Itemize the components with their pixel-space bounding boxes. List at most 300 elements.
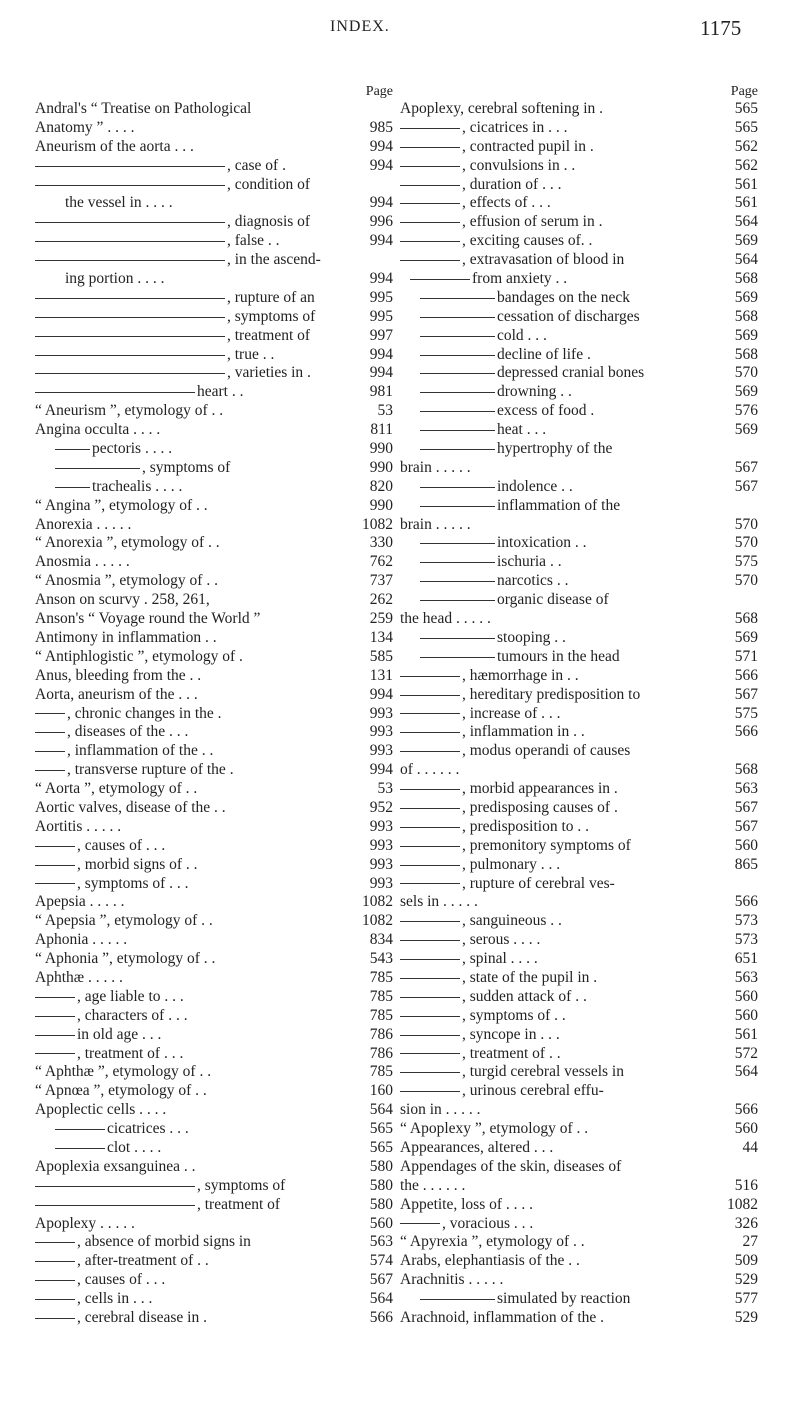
entry-label: Apepsia . . . . .: [35, 893, 125, 911]
entry-text: [400, 893, 478, 912]
entry-text: [400, 1101, 481, 1120]
index-entry: [400, 648, 758, 667]
repeat-dash: [400, 166, 460, 167]
index-entry: [35, 270, 393, 289]
entry-text: [400, 1196, 533, 1215]
entry-text: [55, 440, 172, 459]
index-entry: [35, 1063, 393, 1082]
entry-text: [35, 383, 243, 402]
index-entry: [35, 572, 393, 591]
index-entry: [400, 497, 758, 516]
entry-page: 996: [369, 213, 393, 231]
index-entry: [35, 194, 393, 213]
index-entry: [400, 1309, 758, 1328]
repeat-dash: [35, 1205, 195, 1206]
entry-page: 576: [734, 402, 758, 420]
entry-text: [420, 289, 630, 308]
repeat-dash: [35, 373, 225, 374]
repeat-dash: [400, 260, 460, 261]
right-index-column: [400, 84, 758, 1328]
index-entry: [35, 213, 393, 232]
left-index-column: [35, 84, 393, 1328]
index-entry: [35, 723, 393, 742]
index-entry: [400, 308, 758, 327]
entry-page: 560: [369, 1214, 393, 1232]
repeat-dash: [35, 732, 65, 733]
entry-page: 1082: [362, 912, 393, 930]
entry-text: [400, 119, 567, 138]
repeat-dash: [420, 562, 495, 563]
index-entry: [400, 931, 758, 950]
entry-label: brain . . . . .: [400, 515, 471, 533]
repeat-dash: [400, 241, 460, 242]
entry-label: , sanguineous . .: [462, 912, 562, 930]
entry-page: 567: [369, 1271, 393, 1289]
repeat-dash: [400, 1091, 460, 1092]
entry-text: [35, 591, 210, 610]
entry-label: Arabs, elephantiasis of the . .: [400, 1252, 580, 1270]
repeat-dash: [35, 1261, 75, 1262]
index-entry: [35, 1196, 393, 1215]
repeat-dash: [35, 241, 225, 242]
index-entry: [400, 478, 758, 497]
repeat-dash: [420, 392, 495, 393]
repeat-dash: [420, 657, 495, 658]
repeat-dash: [400, 1223, 440, 1224]
entry-page: 543: [369, 950, 393, 968]
repeat-dash: [400, 808, 460, 809]
entry-page: 995: [369, 307, 393, 325]
index-entry: [35, 610, 393, 629]
index-entry: [400, 818, 758, 837]
entry-page: 785: [369, 968, 393, 986]
repeat-dash: [420, 336, 495, 337]
index-entry: [35, 119, 393, 138]
entry-label: “ Anorexia ”, etymology of . .: [35, 534, 220, 552]
entry-page: 990: [369, 458, 393, 476]
index-entry: [35, 742, 393, 761]
index-entry: [400, 421, 758, 440]
entry-text: [400, 232, 592, 251]
index-entry: [35, 1007, 393, 1026]
entry-text: [400, 931, 540, 950]
entry-page: 993: [369, 723, 393, 741]
index-entry: [400, 176, 758, 195]
index-entry: [35, 686, 393, 705]
entry-label: Arachnitis . . . . .: [400, 1271, 504, 1289]
entry-text: [55, 1139, 161, 1158]
entry-label: , urinous cerebral effu-: [462, 1082, 604, 1100]
index-entry: [400, 856, 758, 875]
repeat-dash: [400, 1053, 460, 1054]
entry-text: [400, 1252, 580, 1271]
repeat-dash: [35, 260, 225, 261]
index-entry: [35, 969, 393, 988]
entry-page: 567: [734, 458, 758, 476]
entry-page: 994: [369, 364, 393, 382]
entry-text: [35, 308, 315, 327]
repeat-dash: [400, 827, 460, 828]
entry-page: 577: [734, 1290, 758, 1308]
entry-page: 566: [734, 666, 758, 684]
entry-text: [35, 705, 222, 724]
index-entry: [35, 856, 393, 875]
index-entry: [400, 988, 758, 1007]
entry-label: sels in . . . . .: [400, 893, 478, 911]
entry-label: simulated by reaction: [497, 1290, 631, 1308]
index-entry: [400, 459, 758, 478]
index-entry: [400, 402, 758, 421]
entry-page: 786: [369, 1025, 393, 1043]
entry-page: 562: [734, 137, 758, 155]
entry-label: , morbid appearances in .: [462, 780, 618, 798]
entry-page: 569: [734, 383, 758, 401]
entry-text: [35, 1290, 152, 1309]
entry-label: Aphthæ . . . . .: [35, 968, 123, 986]
entry-label: , spinal . . . .: [462, 950, 538, 968]
entry-page: 580: [369, 1157, 393, 1175]
entry-page: 563: [369, 1233, 393, 1251]
entry-label: , convulsions in . .: [462, 156, 576, 174]
index-entry: [400, 1139, 758, 1158]
entry-label: , treatment of: [197, 1195, 281, 1213]
index-entry: [35, 1290, 393, 1309]
index-entry: [400, 1120, 758, 1139]
entry-label: , state of the pupil in .: [462, 968, 598, 986]
repeat-dash: [420, 638, 495, 639]
entry-text: [420, 383, 572, 402]
index-entry: [400, 629, 758, 648]
entry-page: 993: [369, 874, 393, 892]
index-entry: [400, 327, 758, 346]
page-number: 1175: [700, 16, 742, 40]
entry-page: 786: [369, 1044, 393, 1062]
repeat-dash: [400, 695, 460, 696]
entry-page: 567: [734, 477, 758, 495]
entry-text: [400, 837, 631, 856]
entry-page: 569: [734, 421, 758, 439]
entry-page: 981: [369, 383, 393, 401]
index-entry: [400, 667, 758, 686]
entry-text: [420, 1290, 630, 1309]
entry-page: 565: [369, 1138, 393, 1156]
repeat-dash: [35, 1186, 195, 1187]
index-entry: [400, 969, 758, 988]
repeat-dash: [400, 1035, 460, 1036]
index-entry: [400, 553, 758, 572]
entry-text: [35, 648, 243, 667]
entry-text: [35, 686, 198, 705]
entry-page: 565: [369, 1120, 393, 1138]
entry-label: excess of food .: [497, 402, 595, 420]
entry-text: [35, 1101, 166, 1120]
entry-label: stooping . .: [497, 628, 566, 646]
entry-page: 560: [734, 987, 758, 1005]
repeat-dash: [35, 166, 225, 167]
entry-text: [35, 402, 223, 421]
entry-text: [420, 648, 620, 667]
index-entry: [35, 327, 393, 346]
index-entry: [35, 232, 393, 251]
entry-label: , symptoms of: [227, 307, 316, 325]
running-title: INDEX.: [330, 18, 390, 35]
entry-text: [420, 591, 609, 610]
entry-page: 985: [369, 118, 393, 136]
entry-text: [35, 893, 125, 912]
entry-page: 566: [734, 893, 758, 911]
entry-label: , symptoms of . . .: [77, 874, 189, 892]
entry-label: Aortic valves, disease of the . .: [35, 798, 226, 816]
entry-page: 134: [369, 628, 393, 646]
entry-text: [35, 1026, 161, 1045]
repeat-dash: [35, 222, 225, 223]
entry-text: [55, 1120, 189, 1139]
entry-page: 994: [369, 156, 393, 174]
repeat-dash: [35, 997, 75, 998]
entry-label: , characters of . . .: [77, 1006, 188, 1024]
entry-page: 569: [734, 288, 758, 306]
entry-page: 573: [734, 931, 758, 949]
entry-page: 762: [369, 553, 393, 571]
entry-text: [400, 1309, 604, 1328]
entry-label: , true . .: [227, 345, 275, 363]
entry-page: 1082: [362, 515, 393, 533]
index-entry: [35, 1271, 393, 1290]
entry-page: 568: [734, 761, 758, 779]
index-entry: [35, 761, 393, 780]
entry-label: , condition of: [227, 175, 311, 193]
index-entry: [400, 761, 758, 780]
index-entry: [35, 364, 393, 383]
entry-page: 561: [734, 194, 758, 212]
index-entry: [400, 686, 758, 705]
entry-label: , extravasation of blood in: [462, 251, 625, 269]
entry-label: “ Apoplexy ”, etymology of . .: [400, 1120, 589, 1138]
entry-text: [420, 629, 566, 648]
entry-text: [35, 723, 188, 742]
entry-label: , hereditary predisposition to: [462, 685, 641, 703]
entry-page: 572: [734, 1044, 758, 1062]
entry-label: , age liable to . . .: [77, 987, 184, 1005]
index-entry: [35, 289, 393, 308]
entry-text: [35, 421, 160, 440]
entry-text: [400, 761, 459, 780]
repeat-dash: [55, 468, 140, 469]
entry-label: , false . .: [227, 232, 280, 250]
index-entry: [400, 1252, 758, 1271]
repeat-dash: [35, 846, 75, 847]
entry-label: , transverse rupture of the .: [67, 761, 234, 779]
entry-label: , increase of . . .: [462, 704, 561, 722]
entry-label: , turgid cerebral vessels in: [462, 1063, 624, 1081]
entry-text: [400, 1063, 624, 1082]
entry-label: Apoplexia exsanguinea . .: [35, 1157, 196, 1175]
entry-label: , predisposing causes of .: [462, 798, 618, 816]
entry-text: [420, 364, 644, 383]
entry-page: 566: [734, 1101, 758, 1119]
index-entry: [400, 138, 758, 157]
entry-text: [35, 327, 310, 346]
entry-text: [35, 610, 260, 629]
entry-page: 569: [734, 232, 758, 250]
entry-label: , after-treatment of . .: [77, 1252, 209, 1270]
entry-text: [35, 516, 131, 535]
entry-label: Anson's “ Voyage round the World ”: [35, 610, 261, 628]
entry-text: [35, 1177, 285, 1196]
index-entry: [35, 534, 393, 553]
repeat-dash: [35, 355, 225, 356]
index-entry: [35, 497, 393, 516]
repeat-dash: [35, 770, 65, 771]
entry-page: 259: [369, 610, 393, 628]
index-entry: [400, 705, 758, 724]
index-entry: [400, 1026, 758, 1045]
entry-page: 560: [734, 1006, 758, 1024]
entry-page: 993: [369, 855, 393, 873]
entry-label: , syncope in . . .: [462, 1025, 560, 1043]
entry-label: “ Aorta ”, etymology of . .: [35, 780, 198, 798]
entry-text: [65, 270, 164, 289]
repeat-dash: [55, 487, 90, 488]
entry-text: [400, 251, 624, 270]
entry-text: [420, 421, 546, 440]
entry-page: 585: [369, 647, 393, 665]
index-entry: [35, 1101, 393, 1120]
repeat-dash: [35, 1016, 75, 1017]
repeat-dash: [35, 1035, 75, 1036]
entry-page: 564: [369, 1101, 393, 1119]
page-column-label: Page: [730, 84, 758, 99]
index-entry: [400, 780, 758, 799]
entry-page: 993: [369, 704, 393, 722]
entry-text: [35, 346, 274, 365]
entry-label: ing portion . . . .: [65, 270, 165, 288]
entry-text: [35, 912, 213, 931]
index-entry: [400, 1082, 758, 1101]
entry-page: 567: [734, 685, 758, 703]
entry-page: 834: [369, 931, 393, 949]
entry-page: 994: [369, 194, 393, 212]
index-entry: [400, 213, 758, 232]
index-entry: [400, 1158, 758, 1177]
index-entry: [400, 1233, 758, 1252]
repeat-dash: [400, 865, 460, 866]
index-entry: [35, 931, 393, 950]
index-entry: [400, 1045, 758, 1064]
entry-text: [400, 1177, 465, 1196]
entry-page: 563: [734, 780, 758, 798]
entry-text: [400, 1120, 588, 1139]
repeat-dash: [420, 449, 495, 450]
repeat-dash: [35, 317, 225, 318]
repeat-dash: [420, 543, 495, 544]
index-entry: [35, 875, 393, 894]
index-entry: [400, 100, 758, 119]
repeat-dash: [400, 978, 460, 979]
index-entry: [35, 1177, 393, 1196]
entry-page: 529: [734, 1309, 758, 1326]
entry-text: [400, 1026, 560, 1045]
entry-label: , causes of . . .: [77, 1271, 166, 1289]
entry-text: [400, 1007, 566, 1026]
index-entry: [35, 1120, 393, 1139]
entry-text: [400, 856, 560, 875]
entry-text: [400, 138, 594, 157]
entry-label: “ Apnœa ”, etymology of . .: [35, 1082, 207, 1100]
entry-label: “ Aneurism ”, etymology of . .: [35, 402, 224, 420]
entry-page: 993: [369, 817, 393, 835]
entry-page: 574: [369, 1252, 393, 1270]
index-entry: [35, 799, 393, 818]
repeat-dash: [35, 1242, 75, 1243]
index-entry: [400, 610, 758, 629]
index-entry: [400, 1177, 758, 1196]
entry-text: [35, 742, 213, 761]
index-entry: [35, 629, 393, 648]
repeat-dash: [400, 959, 460, 960]
entry-label: , treatment of . .: [462, 1044, 561, 1062]
index-entry: [400, 1063, 758, 1082]
entry-label: “ Aphonia ”, etymology of . .: [35, 950, 216, 968]
entry-page: 567: [734, 798, 758, 816]
entry-text: [35, 761, 234, 780]
entry-text: [35, 100, 251, 119]
repeat-dash: [420, 411, 495, 412]
repeat-dash: [55, 1148, 105, 1149]
entry-text: [400, 1045, 561, 1064]
entry-page: 570: [734, 534, 758, 552]
entry-text: [35, 138, 194, 157]
repeat-dash: [420, 581, 495, 582]
repeat-dash: [35, 1299, 75, 1300]
entry-text: [35, 856, 198, 875]
entry-label: Andral's “ Treatise on Pathological: [35, 100, 252, 117]
entry-page: 326: [734, 1214, 758, 1232]
entry-text: [35, 1196, 280, 1215]
entry-text: [420, 440, 612, 459]
entry-text: [400, 818, 589, 837]
entry-text: [35, 667, 201, 686]
entry-label: , sudden attack of . .: [462, 987, 587, 1005]
repeat-dash: [420, 430, 495, 431]
entry-label: , case of .: [227, 156, 286, 174]
index-entry: [35, 402, 393, 421]
entry-page: 785: [369, 1006, 393, 1024]
entry-label: in old age . . .: [77, 1025, 162, 1043]
entry-text: [400, 705, 561, 724]
entry-label: Arachnoid, inflammation of the .: [400, 1309, 605, 1326]
index-entry: [400, 251, 758, 270]
index-entry: [400, 1007, 758, 1026]
entry-label: Apoplexy . . . . .: [35, 1214, 135, 1232]
entry-label: Angina occulta . . . .: [35, 421, 161, 439]
entry-text: [55, 478, 182, 497]
entry-text: [400, 1271, 503, 1290]
entry-text: [35, 553, 130, 572]
entry-text: [400, 610, 491, 629]
entry-label: sion in . . . . .: [400, 1101, 481, 1119]
index-entry: [400, 440, 758, 459]
entry-page: 952: [369, 798, 393, 816]
entry-label: , symptoms of . .: [462, 1006, 566, 1024]
index-entry: [35, 478, 393, 497]
index-entry: [35, 950, 393, 969]
entry-page: 561: [734, 1025, 758, 1043]
repeat-dash: [400, 676, 460, 677]
entry-label: Aphonia . . . . .: [35, 931, 128, 949]
entry-label: , predisposition to . .: [462, 817, 590, 835]
entry-label: , exciting causes of. .: [462, 232, 593, 250]
